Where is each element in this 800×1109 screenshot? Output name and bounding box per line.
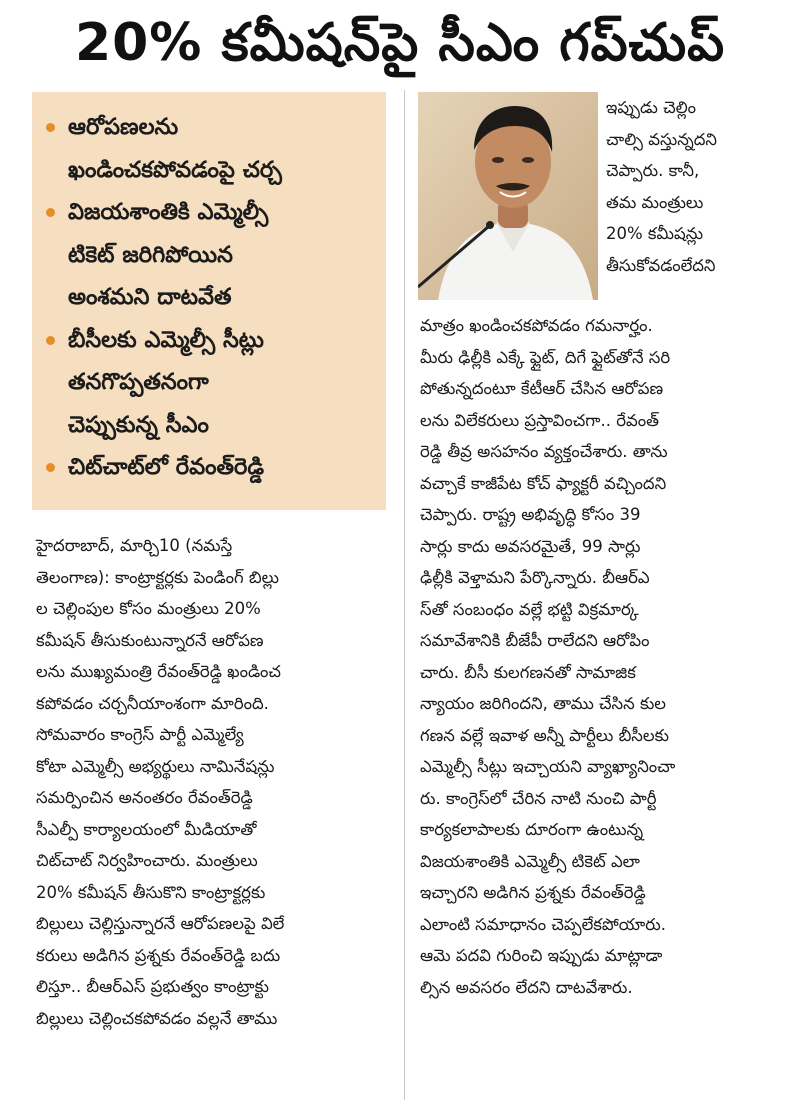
body-line: బిల్లులు చెల్లిస్తున్నారనే ఆరోపణలపై విలే bbox=[36, 914, 285, 933]
body-line: విజయశాంతికి ఎమ్మెల్సీ టికెట్ ఎలా bbox=[420, 851, 640, 871]
body-line: కార్యకలాపాలకు దూరంగా ఉంటున్న bbox=[420, 820, 644, 839]
body-line: ఇచ్చారని అడిగిన ప్రశ్నకు రేవంత్‌రెడ్డి bbox=[420, 883, 646, 902]
body-line: ఢిల్లీకి వెళ్తామని పేర్కొన్నారు. బీఆర్‌ఎ bbox=[420, 568, 650, 587]
body-line: ల్సిన అవసరం లేదని దాటవేశారు. bbox=[420, 977, 633, 997]
body-line: సమర్పించిన అనంతరం రేవంత్‌రెడ్డి bbox=[36, 788, 253, 807]
bullet-icon bbox=[46, 463, 55, 472]
body-line: ఇప్పుడు చెల్లిం bbox=[606, 98, 697, 117]
portrait-illustration bbox=[418, 92, 598, 300]
body-line: సీఎల్పీ కార్యాలయంలో మీడియాతో bbox=[36, 819, 257, 839]
body-line: సార్లు కాదు అవసరమైతే, 99 సార్లు bbox=[420, 536, 641, 556]
article-column-right-top bbox=[606, 92, 784, 281]
body-line: సమావేశానికి బీజేపీ రాలేదని ఆరోపిం bbox=[420, 631, 650, 650]
body-line: స్‌తో సంబంధం వల్లే భట్టి విక్రమార్క bbox=[420, 599, 639, 619]
body-line: లను ముఖ్యమంత్రి రేవంత్‌రెడ్డి ఖండించ bbox=[36, 662, 281, 681]
body-line: ఎలాంటి సమాధానం చెప్పలేకపోయారు. bbox=[420, 914, 666, 934]
body-line: పోతున్నదంటూ కేటీఆర్ చేసిన ఆరోపణ bbox=[420, 379, 664, 398]
body-line: చెప్పారు. రాష్ట్ర అభివృద్ధి కోసం 39 bbox=[420, 505, 641, 524]
body-line: చారు. బీసీ కులగణనతో సామాజిక bbox=[420, 662, 636, 682]
highlight-item bbox=[46, 446, 374, 489]
highlight-line: ఆరోపణలను bbox=[68, 114, 179, 140]
highlight-line: అంశమని దాటవేత bbox=[68, 284, 232, 310]
highlight-line: చిట్‌చాట్‌లో రేవంత్‌రెడ్డి bbox=[68, 454, 265, 480]
article-column-left bbox=[36, 530, 392, 1034]
body-line: తమ మంత్రులు bbox=[606, 192, 704, 212]
body-line: గణన వల్లే ఇవాళ అన్నీ పార్టీలు బీసీలకు bbox=[420, 725, 669, 745]
body-line: న్యాయం జరిగిందని, తాము చేసిన కుల bbox=[420, 694, 666, 713]
highlight-line: విజయశాంతికి ఎమ్మెల్సీ bbox=[68, 199, 269, 225]
body-line: చెప్పారు. కానీ, bbox=[606, 161, 700, 180]
body-line: బిల్లులు చెల్లించకపోవడం వల్లనే తాము bbox=[36, 1008, 278, 1028]
photo-portrait bbox=[418, 92, 598, 300]
body-line: ఆమె పదవి గురించి ఇప్పుడు మాట్లాడా bbox=[420, 946, 663, 965]
body-line: ల చెల్లింపుల కోసం మంత్రులు 20% bbox=[36, 599, 261, 618]
body-line: లను విలేకరులు ప్రస్తావించగా.. రేవంత్ bbox=[420, 410, 659, 430]
body-line: కమీషన్ తీసుకుంటున్నారనే ఆరోపణ bbox=[36, 630, 264, 650]
body-line: రు. కాంగ్రెస్‌లో చేరిన నాటి నుంచి పార్టీ bbox=[420, 788, 657, 808]
bullet-icon bbox=[46, 336, 55, 345]
headline: 20% కమీషన్‌పై సీఎం గప్‌చుప్ bbox=[74, 13, 726, 73]
body-line: వచ్చాకే కాజీపేట కోచ్ ఫ్యాక్టరీ వచ్చిందని bbox=[420, 473, 667, 493]
body-line: లిస్తూ.. బీఆర్‌ఎస్ ప్రభుత్వం కాంట్రాక్టు bbox=[36, 977, 270, 996]
highlight-item bbox=[46, 106, 374, 191]
highlight-line: ఖండించకపోవడంపై చర్చ bbox=[68, 156, 282, 183]
body-line: 20% కమీషన్ తీసుకొని కాంట్రాక్టర్లకు bbox=[36, 882, 266, 902]
article-column-right bbox=[420, 310, 786, 1003]
body-line: తెలంగాణ): కాంట్రాక్టర్లకు పెండింగ్ బిల్లు bbox=[36, 567, 279, 587]
body-line: చాల్సి వస్తున్నదని bbox=[606, 129, 717, 149]
highlight-line: తనగొప్పతనంగా bbox=[68, 369, 209, 395]
highlight-line: చెప్పుకున్న సీఎం bbox=[68, 411, 209, 438]
body-line: రెడ్డి తీవ్ర అసహనం వ్యక్తంచేశారు. తాను bbox=[420, 442, 668, 461]
body-line: తీసుకోవడంలేదని bbox=[606, 255, 716, 275]
bullet-icon bbox=[46, 208, 55, 217]
highlight-line: బీసీలకు ఎమ్మెల్సీ సీట్లు bbox=[68, 326, 264, 353]
highlight-item bbox=[46, 191, 374, 319]
highlights-box bbox=[32, 92, 386, 510]
body-line: కోటా ఎమ్మెల్సీ అభ్యర్థులు నామినేషన్లు bbox=[36, 756, 275, 776]
bullet-icon bbox=[46, 123, 55, 132]
body-line: 20% కమీషన్లు bbox=[606, 224, 704, 243]
body-line: ఎమ్మెల్సీ సీట్లు ఇచ్చాయని వ్యాఖ్యానించా bbox=[420, 757, 676, 776]
highlight-item bbox=[46, 319, 374, 447]
body-line: కపోవడం చర్చనీయాంశంగా మారింది. bbox=[36, 693, 269, 713]
body-line: హైదరాబాద్, మార్చి10 (నమస్తే bbox=[36, 536, 233, 555]
body-line: చిట్‌చాట్ నిర్వహించారు. మంత్రులు bbox=[36, 851, 258, 870]
body-line: సోమవారం కాంగ్రెస్ పార్టీ ఎమ్మెల్యే bbox=[36, 725, 244, 744]
column-divider bbox=[404, 90, 405, 1100]
body-line: మీరు ఢిల్లీకి ఎక్కే ఫ్లైట్, దిగే ఫ్లైట్‌తోనే సరి bbox=[420, 347, 671, 367]
highlight-line: టికెట్ జరిగిపోయిన bbox=[68, 241, 233, 268]
body-line: మాత్రం ఖండించకపోవడం గమనార్హం. bbox=[420, 316, 653, 335]
body-line: కరులు అడిగిన ప్రశ్నకు రేవంత్‌రెడ్డి బదు bbox=[36, 945, 281, 965]
